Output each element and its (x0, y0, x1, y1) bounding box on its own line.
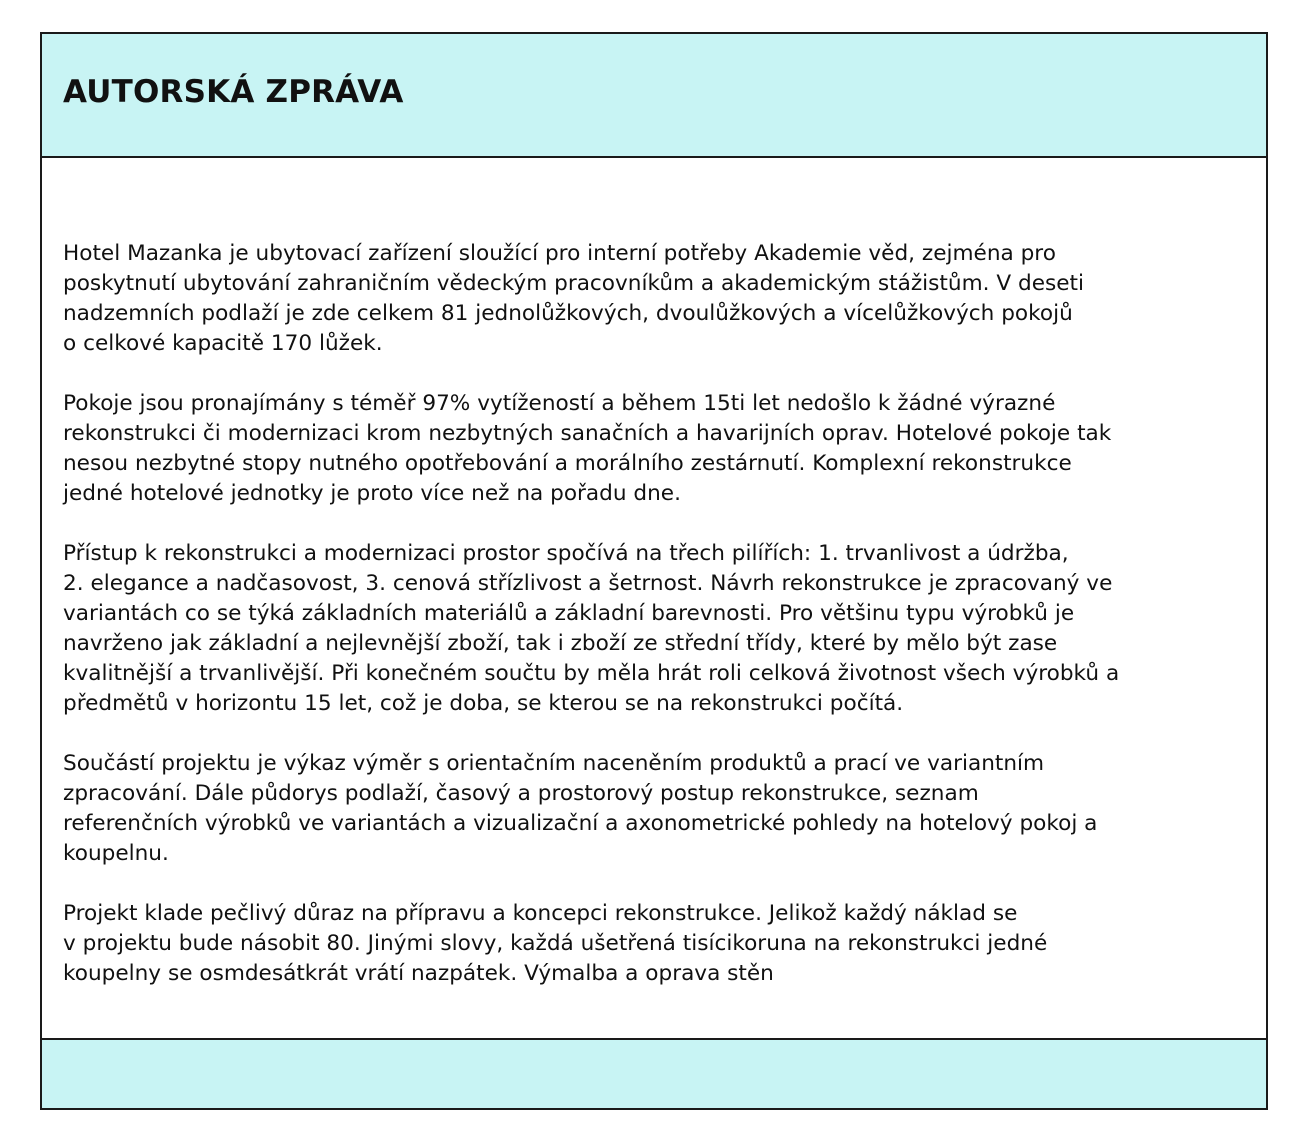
header-band (42, 34, 1266, 158)
text-line: předmětů v horizontu 15 let, což je doba, se kterou se na rekonstrukci počítá. (63, 691, 904, 716)
text-line: Přístup k rekonstrukci a modernizaci prostor spočívá na třech pilířích: 1. trvanlivost a údržba, (63, 541, 1069, 566)
text-line: 2. elegance a nadčasovost, 3. cenová střízlivost a šetrnost. Návrh rekonstrukce je zpracovaný ve (63, 571, 1113, 596)
text-line: koupelny se osmdesátkrát vrátí nazpátek. Výmalba a oprava stěn (63, 961, 774, 986)
text-line: nesou nezbytné stopy nutného opotřebování a morálního zestárnutí. Komplexní rekonstrukce (63, 451, 1072, 476)
text-line: o celkové kapacitě 170 lůžek. (63, 331, 383, 356)
paragraph-intro (63, 239, 1228, 359)
text-line: Součástí projektu je výkaz výměr s orientačním naceněním produktů a prací ve variantním (63, 751, 1045, 776)
text-line: kvalitnější a trvanlivější. Při konečném součtu by měla hrát roli celková životnost všech výrobků a (63, 661, 1120, 686)
paragraph-approach (63, 539, 1228, 719)
text-line: koupelnu. (63, 841, 169, 866)
paragraph-condition (63, 389, 1228, 509)
footer-band (42, 1038, 1266, 1108)
text-line: jedné hotelové jednotky je proto více než na pořadu dne. (63, 481, 681, 506)
text-line: Projekt klade pečlivý důraz na přípravu a koncepci rekonstrukce. Jelikož každý náklad se (63, 901, 1018, 926)
text-line: referenčních výrobků ve variantách a vizualizační a axonometrické pohledy na hotelový pokoj a (63, 811, 1098, 836)
document-frame (40, 32, 1268, 1110)
text-line: navrženo jak základní a nejlevnější zboží, tak i zboží ze střední třídy, které by mělo být zase (63, 631, 1058, 656)
text-line: zpracování. Dále půdorys podlaží, časový a prostorový postup rekonstrukce, seznam (63, 781, 979, 806)
report-body (63, 239, 1228, 1019)
text-line: rekonstrukci či modernizaci krom nezbytných sanačních a havarijních oprav. Hotelové pokoje tak (63, 421, 1112, 446)
page-title: AUTORSKÁ ZPRÁVA (63, 74, 404, 110)
text-line: variantách co se týká základních materiálů a základní barevnosti. Pro většinu typu výrobků je (63, 601, 1075, 626)
text-line: Pokoje jsou pronajímány s téměř 97% vytížeností a během 15ti let nedošlo k žádné výrazné (63, 391, 1056, 416)
paragraph-contents (63, 749, 1228, 869)
text-line: nadzemních podlaží je zde celkem 81 jednolůžkových, dvoulůžkových a vícelůžkových pokojů (63, 301, 1073, 326)
paragraph-emphasis (63, 899, 1228, 989)
text-line: Hotel Mazanka je ubytovací zařízení sloužící pro interní potřeby Akademie věd, zejména pro (63, 241, 1056, 266)
text-line: poskytnutí ubytování zahraničním vědeckým pracovníkům a akademickým stážistům. V deseti (63, 271, 1084, 296)
text-line: v projektu bude násobit 80. Jinými slovy, každá ušetřená tisícikoruna na rekonstrukci jedné (63, 931, 1048, 956)
